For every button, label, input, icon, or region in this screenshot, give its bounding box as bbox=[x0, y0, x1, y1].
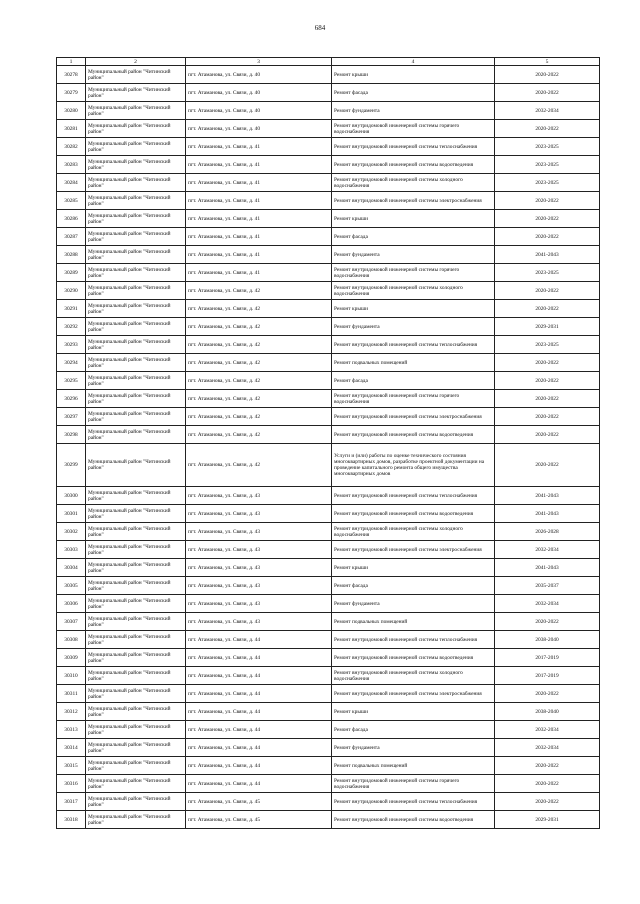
period-cell: 2032-2034 bbox=[495, 739, 600, 757]
municipality-cell: Муниципальный район "Читинский район" bbox=[86, 505, 186, 523]
work-type-cell: Ремонт крыши bbox=[332, 559, 495, 577]
period-cell: 2026-2028 bbox=[495, 523, 600, 541]
column-header: 5 bbox=[495, 58, 600, 66]
period-cell: 2041-2043 bbox=[495, 559, 600, 577]
address-cell: пгт. Атаманова, ул. Связи, д. 42 bbox=[186, 372, 332, 390]
table-row bbox=[57, 246, 600, 264]
period-cell: 2023-2025 bbox=[495, 156, 600, 174]
table-row bbox=[57, 66, 600, 84]
row-number: 30300 bbox=[57, 487, 86, 505]
table-row bbox=[57, 721, 600, 739]
period-cell: 2020-2022 bbox=[495, 300, 600, 318]
work-type-cell: Ремонт внутридомовой инженерной системы электроснабжения bbox=[332, 192, 495, 210]
work-type-cell: Ремонт фундамента bbox=[332, 102, 495, 120]
row-number: 30306 bbox=[57, 595, 86, 613]
address-cell: пгт. Атаманова, ул. Связи, д. 42 bbox=[186, 318, 332, 336]
table-row bbox=[57, 793, 600, 811]
period-cell: 2020-2022 bbox=[495, 372, 600, 390]
period-cell: 2020-2022 bbox=[495, 613, 600, 631]
period-cell: 2029-2031 bbox=[495, 811, 600, 829]
table-row bbox=[57, 300, 600, 318]
address-cell: пгт. Атаманова, ул. Связи, д. 43 bbox=[186, 613, 332, 631]
work-type-cell: Ремонт внутридомовой инженерной системы электроснабжения bbox=[332, 685, 495, 703]
period-cell: 2038-2040 bbox=[495, 703, 600, 721]
period-cell: 2032-2034 bbox=[495, 595, 600, 613]
address-cell: пгт. Атаманова, ул. Связи, д. 42 bbox=[186, 354, 332, 372]
municipality-cell: Муниципальный район "Читинский район" bbox=[86, 228, 186, 246]
work-type-cell: Ремонт внутридомовой инженерной системы холодного водоснабжения bbox=[332, 174, 495, 192]
period-cell: 2032-2034 bbox=[495, 541, 600, 559]
address-cell: пгт. Атаманова, ул. Связи, д. 40 bbox=[186, 120, 332, 138]
table-row bbox=[57, 408, 600, 426]
row-number: 30311 bbox=[57, 685, 86, 703]
period-cell: 2020-2022 bbox=[495, 426, 600, 444]
row-number: 30314 bbox=[57, 739, 86, 757]
municipality-cell: Муниципальный район "Читинский район" bbox=[86, 372, 186, 390]
registry-table bbox=[56, 57, 600, 829]
work-type-cell: Ремонт фасада bbox=[332, 228, 495, 246]
address-cell: пгт. Атаманова, ул. Связи, д. 44 bbox=[186, 757, 332, 775]
column-header: 3 bbox=[186, 58, 332, 66]
municipality-cell: Муниципальный район "Читинский район" bbox=[86, 102, 186, 120]
table-row bbox=[57, 372, 600, 390]
period-cell: 2017-2019 bbox=[495, 649, 600, 667]
address-cell: пгт. Атаманова, ул. Связи, д. 41 bbox=[186, 138, 332, 156]
address-cell: пгт. Атаманова, ул. Связи, д. 44 bbox=[186, 667, 332, 685]
period-cell: 2029-2031 bbox=[495, 318, 600, 336]
row-number: 30318 bbox=[57, 811, 86, 829]
address-cell: пгт. Атаманова, ул. Связи, д. 45 bbox=[186, 811, 332, 829]
municipality-cell: Муниципальный район "Читинский район" bbox=[86, 246, 186, 264]
table-row bbox=[57, 156, 600, 174]
period-cell: 2038-2040 bbox=[495, 631, 600, 649]
municipality-cell: Муниципальный район "Читинский район" bbox=[86, 444, 186, 487]
row-number: 30309 bbox=[57, 649, 86, 667]
address-cell: пгт. Атаманова, ул. Связи, д. 42 bbox=[186, 426, 332, 444]
municipality-cell: Муниципальный район "Читинский район" bbox=[86, 174, 186, 192]
work-type-cell: Ремонт крыши bbox=[332, 66, 495, 84]
column-header: 2 bbox=[86, 58, 186, 66]
municipality-cell: Муниципальный район "Читинский район" bbox=[86, 577, 186, 595]
work-type-cell: Ремонт фасада bbox=[332, 372, 495, 390]
address-cell: пгт. Атаманова, ул. Связи, д. 44 bbox=[186, 721, 332, 739]
address-cell: пгт. Атаманова, ул. Связи, д. 44 bbox=[186, 649, 332, 667]
table-row bbox=[57, 192, 600, 210]
period-cell: 2020-2022 bbox=[495, 757, 600, 775]
work-type-cell: Ремонт фасада bbox=[332, 721, 495, 739]
work-type-cell: Ремонт внутридомовой инженерной системы горячего водоснабжения bbox=[332, 120, 495, 138]
period-cell: 2020-2022 bbox=[495, 210, 600, 228]
address-cell: пгт. Атаманова, ул. Связи, д. 43 bbox=[186, 505, 332, 523]
row-number: 30289 bbox=[57, 264, 86, 282]
address-cell: пгт. Атаманова, ул. Связи, д. 41 bbox=[186, 174, 332, 192]
row-number: 30293 bbox=[57, 336, 86, 354]
row-number: 30304 bbox=[57, 559, 86, 577]
work-type-cell: Ремонт внутридомовой инженерной системы теплоснабжения bbox=[332, 138, 495, 156]
municipality-cell: Муниципальный район "Читинский район" bbox=[86, 156, 186, 174]
table-row bbox=[57, 138, 600, 156]
work-type-cell: Ремонт внутридомовой инженерной системы водоотведения bbox=[332, 505, 495, 523]
address-cell: пгт. Атаманова, ул. Связи, д. 41 bbox=[186, 228, 332, 246]
table-row bbox=[57, 595, 600, 613]
row-number: 30286 bbox=[57, 210, 86, 228]
table-body bbox=[57, 66, 600, 829]
table-row bbox=[57, 541, 600, 559]
period-cell: 2020-2022 bbox=[495, 354, 600, 372]
table-row bbox=[57, 210, 600, 228]
work-type-cell: Ремонт фасада bbox=[332, 84, 495, 102]
column-header: 1 bbox=[57, 58, 86, 66]
table-row bbox=[57, 174, 600, 192]
municipality-cell: Муниципальный район "Читинский район" bbox=[86, 541, 186, 559]
work-type-cell: Ремонт внутридомовой инженерной системы теплоснабжения bbox=[332, 336, 495, 354]
table-row bbox=[57, 775, 600, 793]
period-cell: 2017-2019 bbox=[495, 667, 600, 685]
address-cell: пгт. Атаманова, ул. Связи, д. 41 bbox=[186, 210, 332, 228]
table-row bbox=[57, 631, 600, 649]
work-type-cell: Ремонт фундамента bbox=[332, 595, 495, 613]
municipality-cell: Муниципальный район "Читинский район" bbox=[86, 703, 186, 721]
row-number: 30285 bbox=[57, 192, 86, 210]
period-cell: 2032-2034 bbox=[495, 102, 600, 120]
period-cell: 2035-2037 bbox=[495, 577, 600, 595]
row-number: 30315 bbox=[57, 757, 86, 775]
row-number: 30287 bbox=[57, 228, 86, 246]
row-number: 30317 bbox=[57, 793, 86, 811]
column-header: 4 bbox=[332, 58, 495, 66]
row-number: 30282 bbox=[57, 138, 86, 156]
municipality-cell: Муниципальный район "Читинский район" bbox=[86, 426, 186, 444]
row-number: 30313 bbox=[57, 721, 86, 739]
address-cell: пгт. Атаманова, ул. Связи, д. 41 bbox=[186, 192, 332, 210]
table-row bbox=[57, 523, 600, 541]
row-number: 30292 bbox=[57, 318, 86, 336]
work-type-cell: Ремонт фундамента bbox=[332, 318, 495, 336]
municipality-cell: Муниципальный район "Читинский район" bbox=[86, 390, 186, 408]
table-row bbox=[57, 426, 600, 444]
table-row bbox=[57, 811, 600, 829]
municipality-cell: Муниципальный район "Читинский район" bbox=[86, 318, 186, 336]
work-type-cell: Ремонт внутридомовой инженерной системы горячего водоснабжения bbox=[332, 390, 495, 408]
period-cell: 2041-2043 bbox=[495, 487, 600, 505]
period-cell: 2041-2043 bbox=[495, 246, 600, 264]
table-row bbox=[57, 487, 600, 505]
period-cell: 2020-2022 bbox=[495, 66, 600, 84]
row-number: 30278 bbox=[57, 66, 86, 84]
address-cell: пгт. Атаманова, ул. Связи, д. 42 bbox=[186, 300, 332, 318]
period-cell: 2020-2022 bbox=[495, 282, 600, 300]
row-number: 30288 bbox=[57, 246, 86, 264]
municipality-cell: Муниципальный район "Читинский район" bbox=[86, 300, 186, 318]
municipality-cell: Муниципальный район "Читинский район" bbox=[86, 811, 186, 829]
period-cell: 2020-2022 bbox=[495, 84, 600, 102]
work-type-cell: Ремонт внутридомовой инженерной системы холодного водоснабжения bbox=[332, 282, 495, 300]
work-type-cell: Ремонт внутридомовой инженерной системы водоотведения bbox=[332, 649, 495, 667]
municipality-cell: Муниципальный район "Читинский район" bbox=[86, 354, 186, 372]
address-cell: пгт. Атаманова, ул. Связи, д. 45 bbox=[186, 793, 332, 811]
row-number: 30284 bbox=[57, 174, 86, 192]
table-row bbox=[57, 577, 600, 595]
municipality-cell: Муниципальный район "Читинский район" bbox=[86, 595, 186, 613]
row-number: 30279 bbox=[57, 84, 86, 102]
row-number: 30305 bbox=[57, 577, 86, 595]
address-cell: пгт. Атаманова, ул. Связи, д. 42 bbox=[186, 390, 332, 408]
period-cell: 2020-2022 bbox=[495, 120, 600, 138]
municipality-cell: Муниципальный район "Читинский район" bbox=[86, 84, 186, 102]
municipality-cell: Муниципальный район "Читинский район" bbox=[86, 264, 186, 282]
row-number: 30290 bbox=[57, 282, 86, 300]
period-cell: 2023-2025 bbox=[495, 336, 600, 354]
address-cell: пгт. Атаманова, ул. Связи, д. 43 bbox=[186, 595, 332, 613]
municipality-cell: Муниципальный район "Читинский район" bbox=[86, 523, 186, 541]
municipality-cell: Муниципальный район "Читинский район" bbox=[86, 613, 186, 631]
work-type-cell: Ремонт подвальных помещений bbox=[332, 354, 495, 372]
row-number: 30301 bbox=[57, 505, 86, 523]
work-type-cell: Ремонт внутридомовой инженерной системы теплоснабжения bbox=[332, 631, 495, 649]
period-cell: 2020-2022 bbox=[495, 444, 600, 487]
address-cell: пгт. Атаманова, ул. Связи, д. 42 bbox=[186, 408, 332, 426]
table-row bbox=[57, 318, 600, 336]
municipality-cell: Муниципальный район "Читинский район" bbox=[86, 667, 186, 685]
address-cell: пгт. Атаманова, ул. Связи, д. 44 bbox=[186, 775, 332, 793]
work-type-cell: Ремонт фундамента bbox=[332, 246, 495, 264]
municipality-cell: Муниципальный район "Читинский район" bbox=[86, 559, 186, 577]
work-type-cell: Ремонт внутридомовой инженерной системы теплоснабжения bbox=[332, 487, 495, 505]
municipality-cell: Муниципальный район "Читинский район" bbox=[86, 775, 186, 793]
row-number: 30312 bbox=[57, 703, 86, 721]
work-type-cell: Услуги и (или) работы по оценке технического состояния многоквартирных домов, разработке проектной документации на проведение капитального ремонта общего имущества многоквартирных домов bbox=[332, 444, 495, 487]
work-type-cell: Ремонт внутридомовой инженерной системы горячего водоснабжения bbox=[332, 775, 495, 793]
work-type-cell: Ремонт внутридомовой инженерной системы теплоснабжения bbox=[332, 793, 495, 811]
address-cell: пгт. Атаманова, ул. Связи, д. 43 bbox=[186, 487, 332, 505]
period-cell: 2020-2022 bbox=[495, 408, 600, 426]
row-number: 30298 bbox=[57, 426, 86, 444]
table-row bbox=[57, 667, 600, 685]
header-row bbox=[57, 58, 600, 66]
table-row bbox=[57, 757, 600, 775]
address-cell: пгт. Атаманова, ул. Связи, д. 40 bbox=[186, 84, 332, 102]
address-cell: пгт. Атаманова, ул. Связи, д. 41 bbox=[186, 156, 332, 174]
period-cell: 2023-2025 bbox=[495, 174, 600, 192]
work-type-cell: Ремонт внутридомовой инженерной системы водоотведения bbox=[332, 811, 495, 829]
municipality-cell: Муниципальный район "Читинский район" bbox=[86, 631, 186, 649]
row-number: 30281 bbox=[57, 120, 86, 138]
municipality-cell: Муниципальный район "Читинский район" bbox=[86, 487, 186, 505]
period-cell: 2023-2025 bbox=[495, 264, 600, 282]
municipality-cell: Муниципальный район "Читинский район" bbox=[86, 793, 186, 811]
address-cell: пгт. Атаманова, ул. Связи, д. 40 bbox=[186, 102, 332, 120]
address-cell: пгт. Атаманова, ул. Связи, д. 44 bbox=[186, 631, 332, 649]
table-row bbox=[57, 613, 600, 631]
work-type-cell: Ремонт внутридомовой инженерной системы водоотведения bbox=[332, 156, 495, 174]
address-cell: пгт. Атаманова, ул. Связи, д. 42 bbox=[186, 336, 332, 354]
table-row bbox=[57, 84, 600, 102]
row-number: 30316 bbox=[57, 775, 86, 793]
table-row bbox=[57, 390, 600, 408]
work-type-cell: Ремонт подвальных помещений bbox=[332, 613, 495, 631]
table-row bbox=[57, 505, 600, 523]
row-number: 30297 bbox=[57, 408, 86, 426]
municipality-cell: Муниципальный район "Читинский район" bbox=[86, 282, 186, 300]
work-type-cell: Ремонт внутридомовой инженерной системы электроснабжения bbox=[332, 408, 495, 426]
period-cell: 2020-2022 bbox=[495, 390, 600, 408]
municipality-cell: Муниципальный район "Читинский район" bbox=[86, 685, 186, 703]
table-row bbox=[57, 703, 600, 721]
table-row bbox=[57, 354, 600, 372]
work-type-cell: Ремонт крыши bbox=[332, 300, 495, 318]
table-row bbox=[57, 228, 600, 246]
municipality-cell: Муниципальный район "Читинский район" bbox=[86, 739, 186, 757]
table-row bbox=[57, 264, 600, 282]
municipality-cell: Муниципальный район "Читинский район" bbox=[86, 408, 186, 426]
municipality-cell: Муниципальный район "Читинский район" bbox=[86, 138, 186, 156]
work-type-cell: Ремонт внутридомовой инженерной системы холодного водоснабжения bbox=[332, 667, 495, 685]
municipality-cell: Муниципальный район "Читинский район" bbox=[86, 721, 186, 739]
address-cell: пгт. Атаманова, ул. Связи, д. 40 bbox=[186, 66, 332, 84]
period-cell: 2020-2022 bbox=[495, 775, 600, 793]
address-cell: пгт. Атаманова, ул. Связи, д. 42 bbox=[186, 282, 332, 300]
row-number: 30308 bbox=[57, 631, 86, 649]
period-cell: 2041-2043 bbox=[495, 505, 600, 523]
table-row bbox=[57, 559, 600, 577]
row-number: 30295 bbox=[57, 372, 86, 390]
work-type-cell: Ремонт крыши bbox=[332, 703, 495, 721]
table-row bbox=[57, 444, 600, 487]
table-row bbox=[57, 282, 600, 300]
address-cell: пгт. Атаманова, ул. Связи, д. 43 bbox=[186, 541, 332, 559]
work-type-cell: Ремонт внутридомовой инженерной системы электроснабжения bbox=[332, 541, 495, 559]
municipality-cell: Муниципальный район "Читинский район" bbox=[86, 649, 186, 667]
table-row bbox=[57, 102, 600, 120]
address-cell: пгт. Атаманова, ул. Связи, д. 43 bbox=[186, 523, 332, 541]
row-number: 30296 bbox=[57, 390, 86, 408]
row-number: 30283 bbox=[57, 156, 86, 174]
row-number: 30291 bbox=[57, 300, 86, 318]
period-cell: 2020-2022 bbox=[495, 793, 600, 811]
municipality-cell: Муниципальный район "Читинский район" bbox=[86, 192, 186, 210]
period-cell: 2020-2022 bbox=[495, 192, 600, 210]
municipality-cell: Муниципальный район "Читинский район" bbox=[86, 336, 186, 354]
work-type-cell: Ремонт внутридомовой инженерной системы горячего водоснабжения bbox=[332, 264, 495, 282]
period-cell: 2023-2025 bbox=[495, 138, 600, 156]
row-number: 30299 bbox=[57, 444, 86, 487]
address-cell: пгт. Атаманова, ул. Связи, д. 44 bbox=[186, 703, 332, 721]
municipality-cell: Муниципальный район "Читинский район" bbox=[86, 757, 186, 775]
table-row bbox=[57, 739, 600, 757]
table-row bbox=[57, 336, 600, 354]
work-type-cell: Ремонт фундамента bbox=[332, 739, 495, 757]
table-row bbox=[57, 649, 600, 667]
table-row bbox=[57, 120, 600, 138]
address-cell: пгт. Атаманова, ул. Связи, д. 43 bbox=[186, 559, 332, 577]
row-number: 30307 bbox=[57, 613, 86, 631]
work-type-cell: Ремонт внутридомовой инженерной системы холодного водоснабжения bbox=[332, 523, 495, 541]
row-number: 30303 bbox=[57, 541, 86, 559]
period-cell: 2020-2022 bbox=[495, 228, 600, 246]
address-cell: пгт. Атаманова, ул. Связи, д. 43 bbox=[186, 577, 332, 595]
row-number: 30280 bbox=[57, 102, 86, 120]
address-cell: пгт. Атаманова, ул. Связи, д. 44 bbox=[186, 685, 332, 703]
work-type-cell: Ремонт крыши bbox=[332, 210, 495, 228]
municipality-cell: Муниципальный район "Читинский район" bbox=[86, 210, 186, 228]
address-cell: пгт. Атаманова, ул. Связи, д. 44 bbox=[186, 739, 332, 757]
work-type-cell: Ремонт фасада bbox=[332, 577, 495, 595]
row-number: 30310 bbox=[57, 667, 86, 685]
row-number: 30302 bbox=[57, 523, 86, 541]
municipality-cell: Муниципальный район "Читинский район" bbox=[86, 120, 186, 138]
address-cell: пгт. Атаманова, ул. Связи, д. 42 bbox=[186, 444, 332, 487]
period-cell: 2020-2022 bbox=[495, 685, 600, 703]
address-cell: пгт. Атаманова, ул. Связи, д. 41 bbox=[186, 246, 332, 264]
work-type-cell: Ремонт внутридомовой инженерной системы водоотведения bbox=[332, 426, 495, 444]
municipality-cell: Муниципальный район "Читинский район" bbox=[86, 66, 186, 84]
address-cell: пгт. Атаманова, ул. Связи, д. 41 bbox=[186, 264, 332, 282]
row-number: 30294 bbox=[57, 354, 86, 372]
table-row bbox=[57, 685, 600, 703]
period-cell: 2032-2034 bbox=[495, 721, 600, 739]
page-number: 684 bbox=[314, 24, 326, 32]
work-type-cell: Ремонт подвальных помещений bbox=[332, 757, 495, 775]
